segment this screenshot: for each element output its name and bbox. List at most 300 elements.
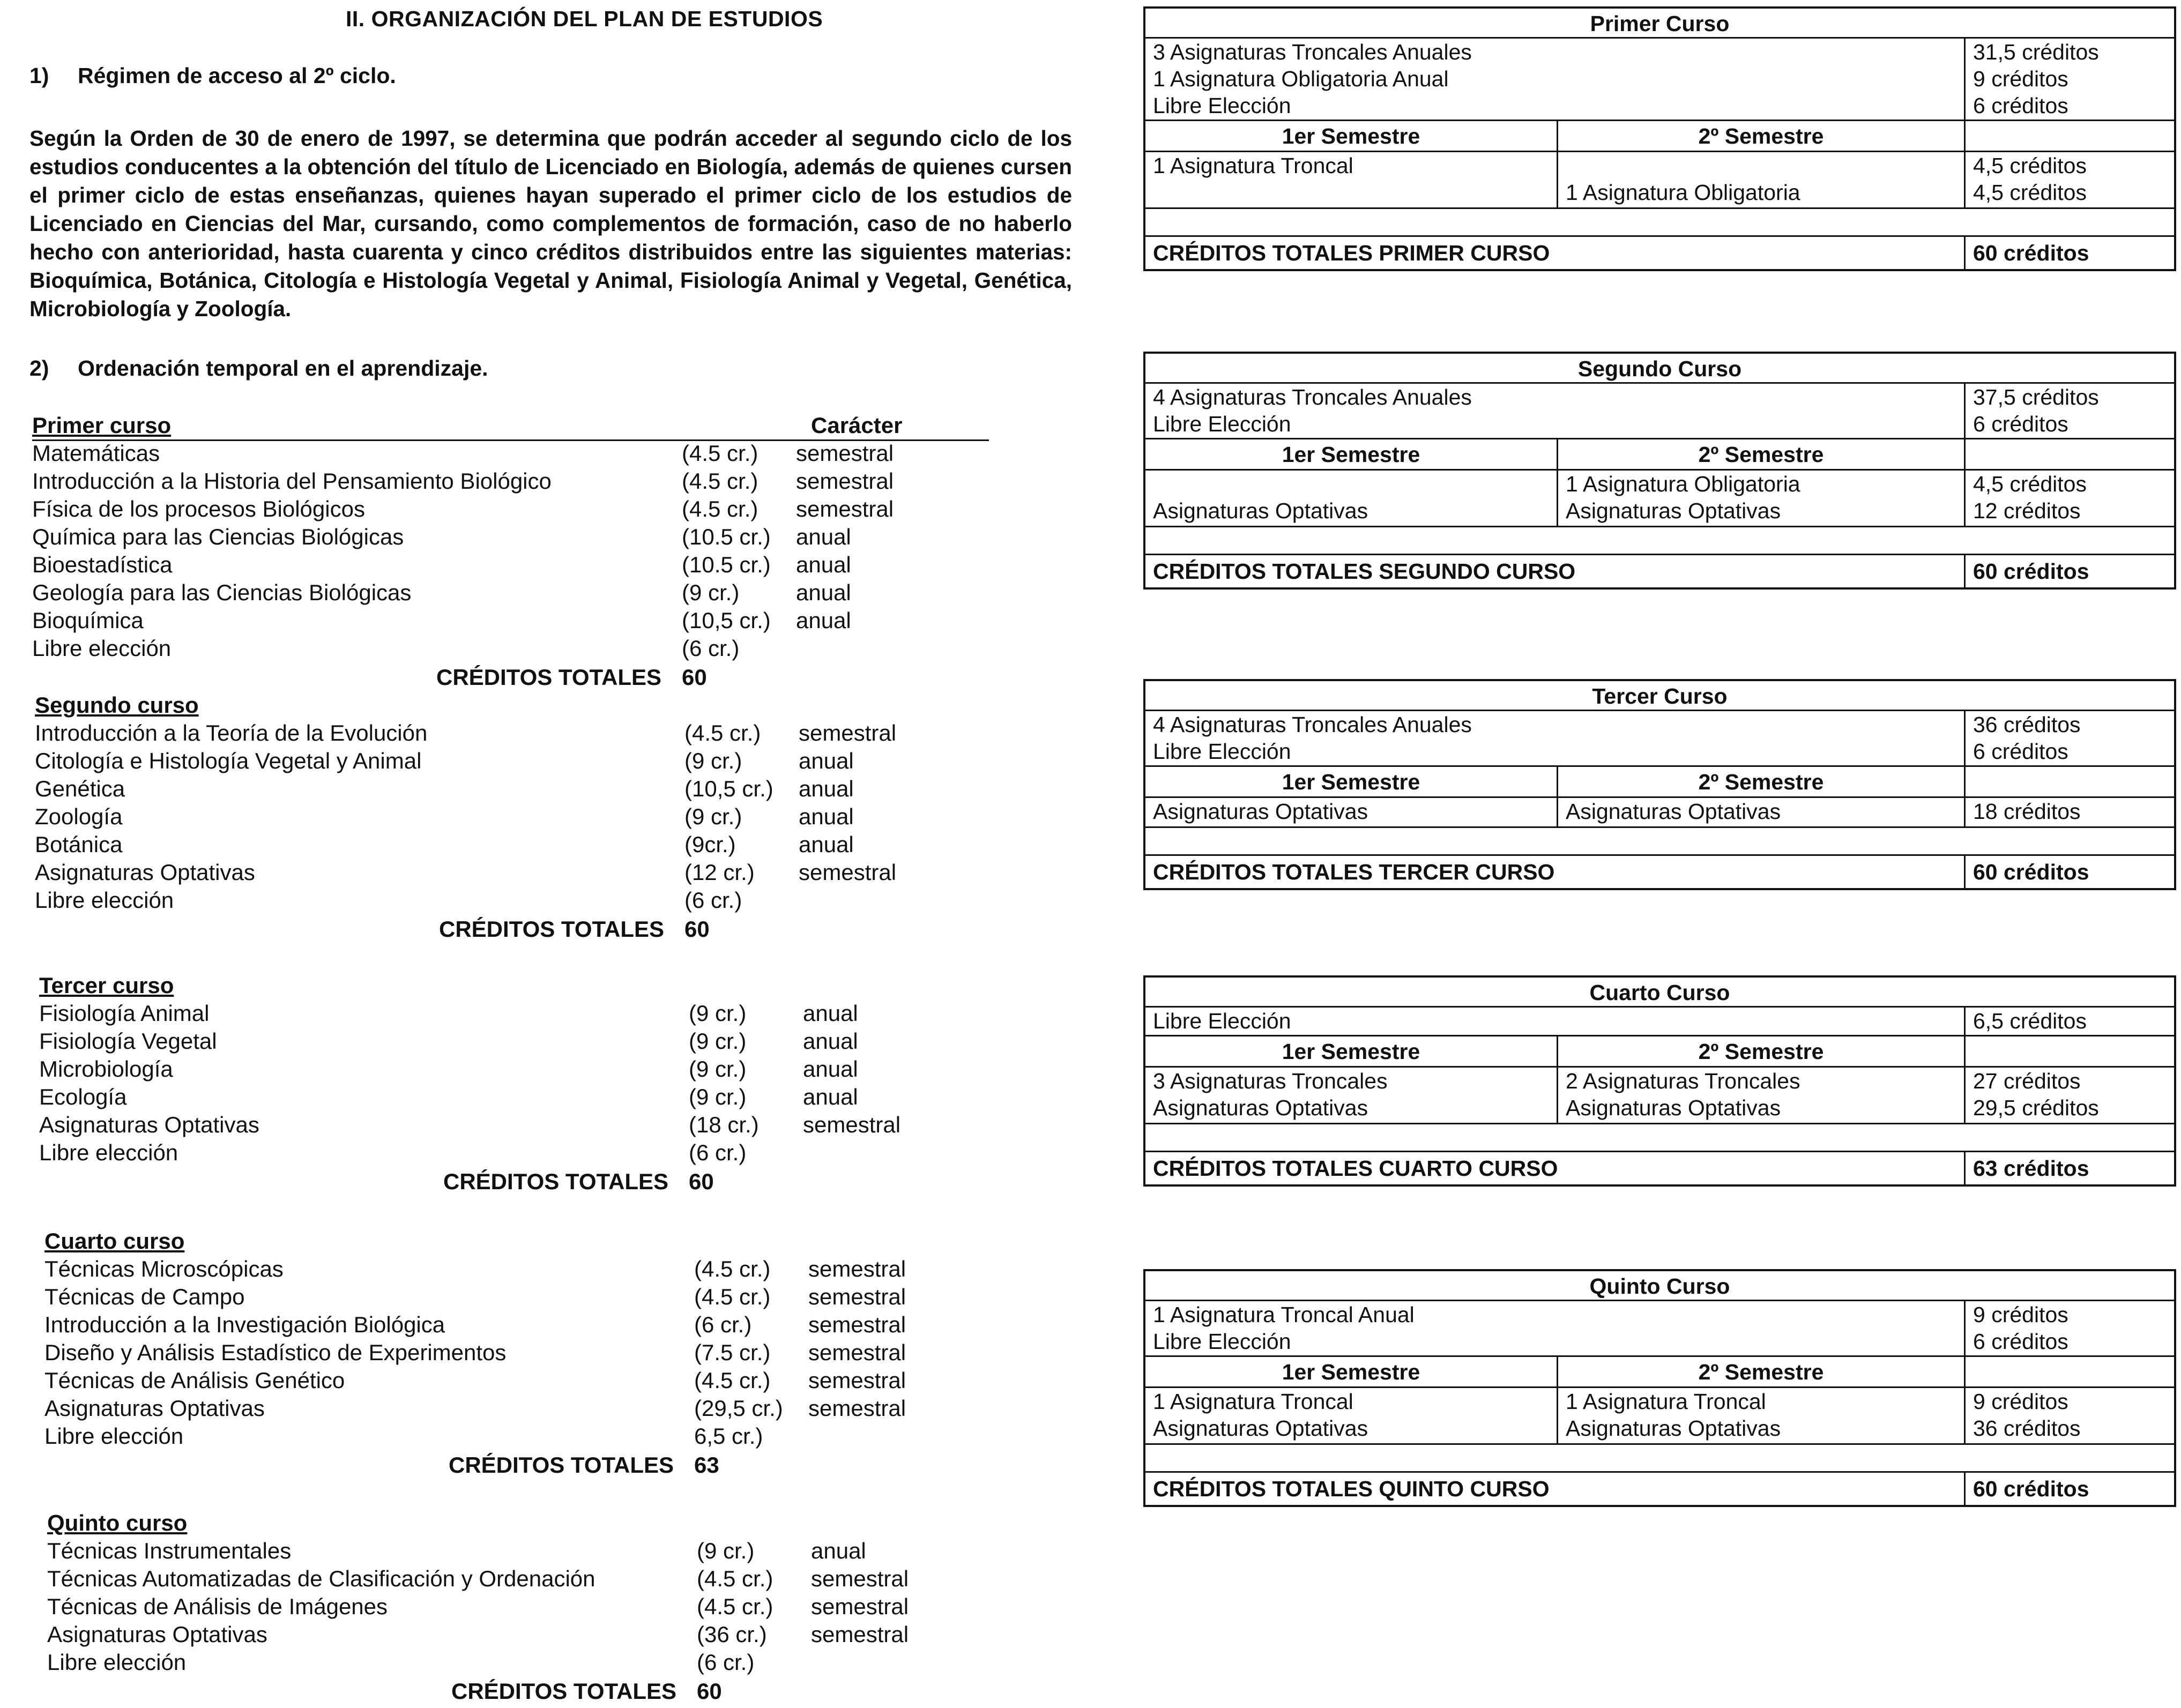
semester-2-subject: Asignaturas Optativas bbox=[1566, 799, 1781, 824]
semester-1-subject bbox=[1145, 179, 1557, 206]
subject-row bbox=[44, 1367, 1009, 1394]
table-total-value-cell bbox=[1966, 555, 2174, 587]
subject-credits: (9 cr.) bbox=[689, 1084, 747, 1109]
semester-1-header bbox=[1145, 121, 1558, 151]
annual-rows bbox=[1145, 1008, 2174, 1036]
semester-2-cell bbox=[1558, 798, 1966, 826]
summary-table-segundo bbox=[1143, 352, 2176, 590]
semester-2-header bbox=[1558, 121, 1966, 151]
semester-subject-rows bbox=[1145, 1388, 2174, 1445]
subject-credits: (4.5 cr.) bbox=[694, 1368, 771, 1393]
subject-type: anual bbox=[796, 580, 851, 605]
subject-credits: (4.5 cr.) bbox=[682, 441, 758, 466]
subject-name: Fisiología Vegetal bbox=[39, 1028, 217, 1054]
subject-name: Física de los procesos Biológicos bbox=[32, 496, 365, 521]
semester-1-header bbox=[1145, 767, 1558, 796]
subject-row bbox=[47, 1593, 1012, 1621]
subject-type: semestral bbox=[799, 720, 897, 745]
semester-credits: 29,5 créditos bbox=[1973, 1095, 2099, 1120]
semester-header-row bbox=[1145, 767, 2174, 798]
annual-subject-label: 4 Asignaturas Troncales Anuales bbox=[1153, 385, 1472, 409]
subject-type: anual bbox=[796, 552, 851, 577]
subject-row bbox=[44, 1311, 1009, 1339]
annual-subject-label: Libre Elección bbox=[1153, 412, 1291, 436]
semester-1-subject: 1 Asignatura Troncal bbox=[1153, 153, 1353, 178]
table-title: Quinto Curso bbox=[1145, 1271, 2174, 1301]
annual-subject-credits: 6 créditos bbox=[1973, 739, 2068, 764]
subject-credits: (4.5 cr.) bbox=[697, 1594, 773, 1619]
semester-1-subject: Asignaturas Optativas bbox=[1153, 799, 1368, 824]
annual-subject-label: Libre Elección bbox=[1153, 739, 1291, 764]
semester-2-cell bbox=[1558, 471, 1966, 526]
subject-type: semestral bbox=[799, 860, 897, 885]
semester-2-subject: Asignaturas Optativas bbox=[1566, 1095, 1781, 1120]
annual-credits-cell bbox=[1966, 39, 2174, 120]
table-total-row bbox=[1145, 1152, 2174, 1184]
subject-type: semestral bbox=[808, 1312, 906, 1337]
subject-credits: (9 cr.) bbox=[697, 1538, 755, 1563]
subject-name: Diseño y Análisis Estadístico de Experimentos bbox=[44, 1340, 507, 1365]
subject-name: Fisiología Animal bbox=[39, 1001, 210, 1026]
annual-subject-credits: 31,5 créditos bbox=[1973, 40, 2099, 64]
course-total-label: CRÉDITOS TOTALES bbox=[439, 916, 665, 942]
subject-name: Química para las Ciencias Biológicas bbox=[32, 524, 404, 549]
annual-subject-credits: 6,5 créditos bbox=[1973, 1009, 2087, 1033]
subject-row bbox=[35, 747, 1000, 775]
table-total-label-cell bbox=[1145, 237, 1966, 269]
table-title: Primer Curso bbox=[1145, 9, 2174, 39]
table-total-label: CRÉDITOS TOTALES CUARTO CURSO bbox=[1153, 1156, 1558, 1181]
subject-credits: (9 cr.) bbox=[689, 1028, 747, 1054]
semester-credits: 4,5 créditos bbox=[1973, 472, 2087, 496]
annual-subject-label: Libre Elección bbox=[1153, 93, 1291, 118]
table-total-label-cell bbox=[1145, 555, 1966, 587]
subject-credits: (9 cr.) bbox=[684, 804, 742, 829]
section-1-heading bbox=[29, 63, 396, 88]
subject-credits: (9 cr.) bbox=[689, 1056, 747, 1082]
subject-name: Asignaturas Optativas bbox=[44, 1396, 265, 1421]
subject-row bbox=[35, 719, 1000, 747]
subject-row bbox=[32, 607, 997, 635]
semester-1-subject: 3 Asignaturas Troncales bbox=[1153, 1069, 1388, 1093]
subject-credits: (36 cr.) bbox=[697, 1622, 767, 1647]
subject-type: semestral bbox=[808, 1340, 906, 1365]
course-title: Cuarto curso bbox=[44, 1228, 185, 1254]
subject-list bbox=[44, 1255, 1009, 1450]
subject-type: semestral bbox=[796, 441, 894, 466]
semester-credits-cell bbox=[1966, 798, 2174, 826]
semester-1-label: 1er Semestre bbox=[1282, 442, 1420, 467]
subject-row bbox=[35, 886, 1000, 914]
subject-row bbox=[39, 1083, 1004, 1111]
subject-name: Bioestadística bbox=[32, 552, 173, 577]
table-total-row bbox=[1145, 856, 2174, 888]
table-total-value: 60 créditos bbox=[1973, 559, 2089, 584]
document-title: II. ORGANIZACIÓN DEL PLAN DE ESTUDIOS bbox=[346, 6, 823, 31]
subject-name: Técnicas de Análisis de Imágenes bbox=[47, 1594, 388, 1619]
subject-credits: (6 cr.) bbox=[689, 1140, 747, 1165]
subject-type: anual bbox=[811, 1538, 866, 1563]
subject-credits: (4.5 cr.) bbox=[682, 468, 758, 494]
subject-name: Libre elección bbox=[47, 1650, 187, 1675]
semester-credits-cell bbox=[1966, 152, 2174, 207]
subject-row bbox=[39, 1111, 1004, 1139]
subject-credits: (9 cr.) bbox=[689, 1001, 747, 1026]
subject-name: Microbiología bbox=[39, 1056, 173, 1082]
semester-1-header bbox=[1145, 1357, 1558, 1386]
subject-type: semestral bbox=[796, 468, 894, 494]
character-column-heading: Carácter bbox=[811, 413, 903, 438]
annual-subject-label: 1 Asignatura Obligatoria Anual bbox=[1153, 66, 1449, 91]
annual-subject-label: Libre Elección bbox=[1153, 1329, 1291, 1354]
annual-rows bbox=[1145, 39, 2174, 121]
semester-subject-rows bbox=[1145, 1068, 2174, 1124]
subject-row bbox=[35, 831, 1000, 859]
subject-list bbox=[35, 719, 1000, 914]
semester-2-cell bbox=[1558, 152, 1966, 207]
subject-name: Geología para las Ciencias Biológicas bbox=[32, 580, 412, 605]
semester-credits: 9 créditos bbox=[1973, 1389, 2068, 1414]
course-list-quinto bbox=[47, 1509, 1012, 1706]
subject-credits: (10.5 cr.) bbox=[682, 552, 771, 577]
annual-credits-cell bbox=[1966, 384, 2174, 438]
subject-type: anual bbox=[803, 1001, 858, 1026]
subject-type: anual bbox=[796, 524, 851, 549]
subject-row bbox=[32, 551, 997, 579]
semester-credits-header bbox=[1966, 1036, 2174, 1066]
semester-1-subject bbox=[1145, 471, 1557, 497]
section-2-heading bbox=[29, 356, 488, 381]
subject-credits: (4.5 cr.) bbox=[694, 1256, 771, 1281]
subject-credits: (4.5 cr.) bbox=[684, 720, 761, 745]
subject-row bbox=[44, 1394, 1009, 1422]
semester-2-subject: 2 Asignaturas Troncales bbox=[1566, 1069, 1800, 1093]
summary-table-cuarto bbox=[1143, 975, 2176, 1187]
subject-credits: 6,5 cr.) bbox=[694, 1423, 763, 1449]
subject-type: semestral bbox=[808, 1368, 906, 1393]
table-total-label-cell bbox=[1145, 1473, 1966, 1505]
course-list-tercer bbox=[39, 972, 1004, 1197]
course-total-row bbox=[32, 662, 997, 692]
subject-name: Introducción a la Historia del Pensamiento Biológico bbox=[32, 468, 552, 494]
semester-header-row bbox=[1145, 1036, 2174, 1068]
subject-name: Ecología bbox=[39, 1084, 127, 1109]
annual-subject-label: 4 Asignaturas Troncales Anuales bbox=[1153, 712, 1472, 737]
course-title: Tercer curso bbox=[39, 973, 174, 998]
blank-row bbox=[1145, 1124, 2174, 1152]
subject-credits: (18 cr.) bbox=[689, 1112, 759, 1137]
subject-credits: (7.5 cr.) bbox=[694, 1340, 771, 1365]
subject-credits: (6 cr.) bbox=[694, 1312, 752, 1337]
annual-rows bbox=[1145, 711, 2174, 767]
subject-credits: (6 cr.) bbox=[697, 1650, 755, 1675]
semester-credits-cell bbox=[1966, 471, 2174, 526]
subject-type: semestral bbox=[808, 1284, 906, 1309]
annual-subject-label: 1 Asignatura Troncal Anual bbox=[1153, 1302, 1415, 1327]
subject-type: anual bbox=[799, 748, 854, 773]
semester-1-label: 1er Semestre bbox=[1282, 1039, 1420, 1064]
subject-type: anual bbox=[799, 776, 854, 801]
semester-credits-header bbox=[1966, 439, 2174, 469]
semester-1-cell bbox=[1145, 1068, 1558, 1123]
subject-list bbox=[39, 1000, 1004, 1167]
table-total-row bbox=[1145, 555, 2174, 587]
subject-row bbox=[47, 1565, 1012, 1593]
semester-credits-header bbox=[1966, 767, 2174, 796]
subject-row bbox=[39, 1000, 1004, 1027]
subject-row bbox=[47, 1621, 1012, 1649]
section-2-title: Ordenación temporal en el aprendizaje. bbox=[78, 356, 488, 381]
subject-row bbox=[44, 1422, 1009, 1450]
subject-type: anual bbox=[799, 804, 854, 829]
annual-labels-cell bbox=[1145, 1008, 1966, 1035]
subject-name: Matemáticas bbox=[32, 441, 160, 466]
subject-credits: (4.5 cr.) bbox=[682, 496, 758, 521]
subject-row bbox=[47, 1649, 1012, 1676]
subject-type: semestral bbox=[811, 1566, 909, 1591]
subject-type: anual bbox=[796, 608, 851, 633]
table-total-value: 63 créditos bbox=[1973, 1156, 2089, 1181]
subject-row bbox=[32, 467, 997, 495]
semester-2-header bbox=[1558, 767, 1966, 796]
course-total-label: CRÉDITOS TOTALES bbox=[451, 1679, 677, 1704]
table-total-label-cell bbox=[1145, 856, 1966, 888]
table-title: Tercer Curso bbox=[1145, 681, 2174, 711]
course-list-primer bbox=[32, 439, 997, 692]
semester-2-cell bbox=[1558, 1388, 1966, 1443]
course-total-label: CRÉDITOS TOTALES bbox=[436, 665, 662, 690]
blank-row bbox=[1145, 527, 2174, 555]
course-total-value: 60 bbox=[682, 665, 707, 690]
annual-labels-cell bbox=[1145, 39, 1966, 120]
table-title: Cuarto Curso bbox=[1145, 978, 2174, 1008]
course-total-value: 60 bbox=[684, 916, 710, 942]
subject-credits: (10,5 cr.) bbox=[682, 608, 771, 633]
semester-1-header bbox=[1145, 439, 1558, 469]
table-total-label: CRÉDITOS TOTALES SEGUNDO CURSO bbox=[1153, 559, 1576, 584]
course-total-value: 60 bbox=[689, 1169, 714, 1194]
semester-2-label: 2º Semestre bbox=[1698, 1039, 1824, 1064]
blank-row bbox=[1145, 1445, 2174, 1473]
subject-row bbox=[32, 523, 997, 551]
subject-name: Libre elección bbox=[35, 887, 174, 913]
subject-credits: (9 cr.) bbox=[684, 748, 742, 773]
course-total-label: CRÉDITOS TOTALES bbox=[449, 1452, 674, 1478]
semester-2-subject: 1 Asignatura Troncal bbox=[1566, 1389, 1766, 1414]
subject-type: semestral bbox=[808, 1256, 906, 1281]
course-total-row bbox=[39, 1167, 1004, 1197]
table-total-value-cell bbox=[1966, 1152, 2174, 1184]
semester-credits: 4,5 créditos bbox=[1973, 153, 2087, 178]
first-course-heading: Primer curso bbox=[32, 413, 172, 438]
summary-table-quinto bbox=[1143, 1269, 2176, 1507]
subject-credits: (6 cr.) bbox=[684, 887, 742, 913]
semester-2-subject bbox=[1558, 152, 1964, 179]
course-list-segundo bbox=[35, 691, 1000, 944]
subject-credits: (4.5 cr.) bbox=[697, 1566, 773, 1591]
semester-1-label: 1er Semestre bbox=[1282, 770, 1420, 794]
subject-name: Libre elección bbox=[32, 636, 172, 661]
subject-list bbox=[32, 439, 997, 662]
section-1-title: Régimen de acceso al 2º ciclo. bbox=[78, 63, 396, 88]
subject-type: anual bbox=[799, 832, 854, 857]
subject-type: anual bbox=[803, 1056, 858, 1082]
course-list-cuarto bbox=[44, 1227, 1009, 1480]
annual-subject-credits: 36 créditos bbox=[1973, 712, 2081, 737]
semester-2-header bbox=[1558, 1357, 1966, 1386]
semester-2-label: 2º Semestre bbox=[1698, 1360, 1824, 1384]
subject-row bbox=[39, 1027, 1004, 1055]
table-total-row bbox=[1145, 1473, 2174, 1505]
subject-name: Libre elección bbox=[44, 1423, 184, 1449]
semester-1-subject: 1 Asignatura Troncal bbox=[1153, 1389, 1353, 1414]
subject-row bbox=[35, 859, 1000, 886]
course-total-value: 60 bbox=[697, 1679, 722, 1704]
subject-row bbox=[32, 635, 997, 662]
subject-list bbox=[47, 1537, 1012, 1676]
subject-row bbox=[32, 439, 997, 467]
table-title: Segundo Curso bbox=[1145, 354, 2174, 384]
subject-name: Introducción a la Teoría de la Evolución bbox=[35, 720, 428, 745]
semester-credits: 12 créditos bbox=[1973, 498, 2081, 523]
semester-subject-rows bbox=[1145, 471, 2174, 527]
course-title: Quinto curso bbox=[47, 1510, 188, 1535]
semester-1-subject: Asignaturas Optativas bbox=[1153, 1095, 1368, 1120]
summary-table-tercer bbox=[1143, 679, 2176, 890]
subject-name: Asignaturas Optativas bbox=[39, 1112, 259, 1137]
semester-2-label: 2º Semestre bbox=[1698, 442, 1824, 467]
subject-type: semestral bbox=[808, 1396, 906, 1421]
course-total-row bbox=[35, 914, 1000, 944]
subject-name: Técnicas Microscópicas bbox=[44, 1256, 284, 1281]
semester-subject-rows bbox=[1145, 798, 2174, 828]
subject-row bbox=[35, 803, 1000, 831]
subject-credits: (9 cr.) bbox=[682, 580, 740, 605]
semester-1-subject: Asignaturas Optativas bbox=[1153, 1416, 1368, 1441]
summary-table-primer bbox=[1143, 6, 2176, 271]
annual-subject-credits: 6 créditos bbox=[1973, 93, 2068, 118]
semester-subject-rows bbox=[1145, 152, 2174, 209]
subject-credits: (9cr.) bbox=[684, 832, 736, 857]
semester-credits: 27 créditos bbox=[1973, 1069, 2081, 1093]
subject-name: Asignaturas Optativas bbox=[47, 1622, 267, 1647]
subject-row bbox=[35, 775, 1000, 803]
subject-credits: (10,5 cr.) bbox=[684, 776, 773, 801]
subject-name: Libre elección bbox=[39, 1140, 178, 1165]
semester-1-subject: Asignaturas Optativas bbox=[1153, 498, 1368, 523]
subject-type: semestral bbox=[796, 496, 894, 521]
annual-rows bbox=[1145, 1301, 2174, 1357]
course-total-value: 63 bbox=[694, 1452, 719, 1478]
semester-1-label: 1er Semestre bbox=[1282, 124, 1420, 148]
subject-name: Bioquímica bbox=[32, 608, 144, 633]
semester-2-header bbox=[1558, 1036, 1966, 1066]
subject-row bbox=[44, 1255, 1009, 1283]
annual-subject-credits: 6 créditos bbox=[1973, 1329, 2068, 1354]
table-total-value-cell bbox=[1966, 1473, 2174, 1505]
semester-2-subject: Asignaturas Optativas bbox=[1566, 498, 1781, 523]
section-1-number: 1) bbox=[29, 63, 49, 88]
annual-credits-cell bbox=[1966, 1301, 2174, 1355]
subject-name: Técnicas de Campo bbox=[44, 1284, 245, 1309]
subject-name: Citología e Histología Vegetal y Animal bbox=[35, 748, 422, 773]
subject-row bbox=[39, 1055, 1004, 1083]
table-total-value: 60 créditos bbox=[1973, 860, 2089, 884]
annual-credits-cell bbox=[1966, 1008, 2174, 1035]
course-total-row bbox=[47, 1676, 1012, 1706]
table-total-value: 60 créditos bbox=[1973, 241, 2089, 265]
table-total-value-cell bbox=[1966, 237, 2174, 269]
subject-credits: (6 cr.) bbox=[682, 636, 740, 661]
semester-1-cell bbox=[1145, 798, 1558, 826]
semester-credits-header bbox=[1966, 121, 2174, 151]
subject-name: Técnicas Instrumentales bbox=[47, 1538, 292, 1563]
semester-2-label: 2º Semestre bbox=[1698, 124, 1824, 148]
table-total-label-cell bbox=[1145, 1152, 1966, 1184]
annual-subject-credits: 6 créditos bbox=[1973, 412, 2068, 436]
annual-subject-credits: 37,5 créditos bbox=[1973, 385, 2099, 409]
table-total-value: 60 créditos bbox=[1973, 1476, 2089, 1501]
annual-subject-label: 3 Asignaturas Troncales Anuales bbox=[1153, 40, 1472, 64]
table-total-label: CRÉDITOS TOTALES PRIMER CURSO bbox=[1153, 241, 1550, 265]
subject-name: Introducción a la Investigación Biológica bbox=[44, 1312, 445, 1337]
blank-row bbox=[1145, 209, 2174, 237]
subject-credits: (4.5 cr.) bbox=[694, 1284, 771, 1309]
annual-subject-label: Libre Elección bbox=[1153, 1009, 1291, 1033]
semester-2-subject: 1 Asignatura Obligatoria bbox=[1566, 472, 1800, 496]
subject-type: anual bbox=[803, 1084, 858, 1109]
subject-name: Técnicas Automatizadas de Clasificación y Ordenación bbox=[47, 1566, 596, 1591]
semester-credits: 36 créditos bbox=[1973, 1416, 2081, 1441]
annual-subject-credits: 9 créditos bbox=[1973, 66, 2068, 91]
subject-credits: (12 cr.) bbox=[684, 860, 755, 885]
semester-1-cell bbox=[1145, 1388, 1558, 1443]
subject-row bbox=[32, 579, 997, 607]
semester-credits-cell bbox=[1966, 1388, 2174, 1443]
subject-credits: (10.5 cr.) bbox=[682, 524, 771, 549]
semester-1-label: 1er Semestre bbox=[1282, 1360, 1420, 1384]
semester-2-subject: Asignaturas Optativas bbox=[1566, 1416, 1781, 1441]
semester-1-cell bbox=[1145, 152, 1558, 207]
access-paragraph: Según la Orden de 30 de enero de 1997, se determina que podrán acceder al segundo ciclo de los estudios conducentes a la obtención del título de Licenciado en Biología, además de quienes cursen el primer ciclo de estas enseñanzas, quienes hayan superado el primer ciclo de los estudios de Licenciado en Ciencias del Mar, cursando, como complementos de formación, caso de no haberlo hecho con anterioridad, hasta cuarenta y cinco créditos distribuidos entre las siguientes materias: Bioquímica, Botánica, Citología e Histología Vegetal y Animal, Fisiología Animal y Vegetal, Genética, Microbiología y Zoología. bbox=[29, 126, 1072, 321]
semester-2-subject: 1 Asignatura Obligatoria bbox=[1566, 180, 1800, 205]
subject-type: semestral bbox=[811, 1594, 909, 1619]
course-total-row bbox=[44, 1450, 1009, 1480]
subject-type: semestral bbox=[803, 1112, 901, 1137]
subject-row bbox=[39, 1139, 1004, 1167]
annual-rows bbox=[1145, 384, 2174, 439]
semester-2-cell bbox=[1558, 1068, 1966, 1123]
course-title: Segundo curso bbox=[35, 692, 199, 718]
semester-credits: 4,5 créditos bbox=[1973, 180, 2087, 205]
semester-header-row bbox=[1145, 1357, 2174, 1388]
subject-name: Botánica bbox=[35, 832, 123, 857]
subject-row bbox=[44, 1283, 1009, 1311]
semester-credits: 18 créditos bbox=[1973, 799, 2081, 824]
semester-2-label: 2º Semestre bbox=[1698, 770, 1824, 794]
subject-type: anual bbox=[803, 1028, 858, 1054]
table-total-row bbox=[1145, 237, 2174, 269]
subject-name: Técnicas de Análisis Genético bbox=[44, 1368, 345, 1393]
semester-1-header bbox=[1145, 1036, 1558, 1066]
subject-name: Zoología bbox=[35, 804, 123, 829]
annual-labels-cell bbox=[1145, 384, 1966, 438]
subject-name: Genética bbox=[35, 776, 125, 801]
annual-labels-cell bbox=[1145, 1301, 1966, 1355]
subject-row bbox=[44, 1339, 1009, 1367]
semester-credits-header bbox=[1966, 1357, 2174, 1386]
section-2-number: 2) bbox=[29, 356, 49, 381]
